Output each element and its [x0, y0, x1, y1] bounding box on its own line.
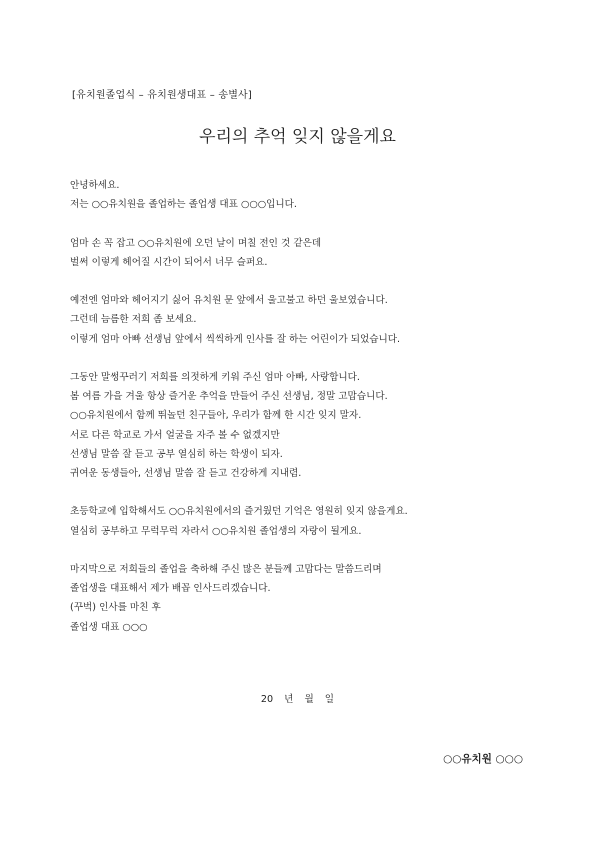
signature: ○○유치원 ○○○	[443, 753, 523, 765]
body-line: 벌써 이렇게 헤어질 시간이 되어서 너무 슬퍼요.	[70, 256, 268, 268]
body-line: 봄 여름 가을 겨울 항상 즐거운 추억을 만들어 주신 선생님, 정말 고맙습니다.	[70, 391, 388, 403]
body-paragraph	[70, 560, 540, 637]
body-line: (꾸벅) 인사를 마친 후	[70, 602, 161, 614]
body-line: 졸업생을 대표해서 제가 배꼽 인사드리겠습니다.	[70, 583, 271, 595]
body-line: 그런데 늠름한 저희 좀 보세요.	[70, 314, 197, 326]
body-line: 초등학교에 입학해서도 ○○유치원에서의 즐거웠던 기억은 영원히 잊지 않을게요.	[70, 506, 408, 518]
body-paragraph	[70, 176, 540, 214]
document-body	[70, 176, 540, 656]
body-paragraph	[70, 291, 540, 349]
body-line: 저는 ○○유치원을 졸업하는 졸업생 대표 ○○○입니다.	[70, 199, 297, 211]
body-line: 이렇게 엄마 아빠 선생님 앞에서 씩씩하게 인사를 잘 하는 어린이가 되었습니다.	[70, 333, 401, 345]
body-paragraph	[70, 234, 540, 272]
body-line: 그동안 말썽꾸러기 저희를 의젓하게 키워 주신 엄마 아빠, 사랑합니다.	[70, 371, 360, 383]
body-line: 엄마 손 꼭 잡고 ○○유치원에 오던 날이 며칠 전인 것 같은데	[70, 237, 322, 249]
body-line: 열심히 공부하고 무럭무럭 자라서 ○○유치원 졸업생의 자랑이 될게요.	[70, 525, 362, 537]
body-line: 마지막으로 저희들의 졸업을 축하해 주신 많은 분들께 고맙다는 말씀드리며	[70, 563, 382, 575]
body-line: 예전엔 엄마와 헤어지기 싫어 유치원 문 앞에서 울고불고 하던 울보였습니다.	[70, 295, 388, 307]
body-line: 졸업생 대표 ○○○	[70, 621, 148, 633]
body-line: 선생님 말씀 잘 듣고 공부 열심히 하는 학생이 되자.	[70, 448, 283, 460]
body-line: 귀여운 동생들아, 선생님 말씀 잘 듣고 건강하게 지내렴.	[70, 468, 302, 479]
document-title: 우리의 추억 잊지 않을게요	[199, 127, 396, 147]
body-line: 안녕하세요.	[70, 180, 120, 191]
document-category-label: [유치원졸업식 – 유치원생대표 – 송별사]	[72, 90, 253, 101]
body-paragraph	[70, 502, 540, 540]
body-line: 서로 다른 학교로 가서 얼굴을 자주 볼 수 없겠지만	[70, 429, 280, 441]
body-paragraph	[70, 368, 540, 483]
date-line: 20 년 월 일	[260, 694, 335, 705]
body-line: ○○유치원에서 함께 뛰놀던 친구들아, 우리가 함께 한 시간 잊지 말자.	[70, 410, 362, 422]
